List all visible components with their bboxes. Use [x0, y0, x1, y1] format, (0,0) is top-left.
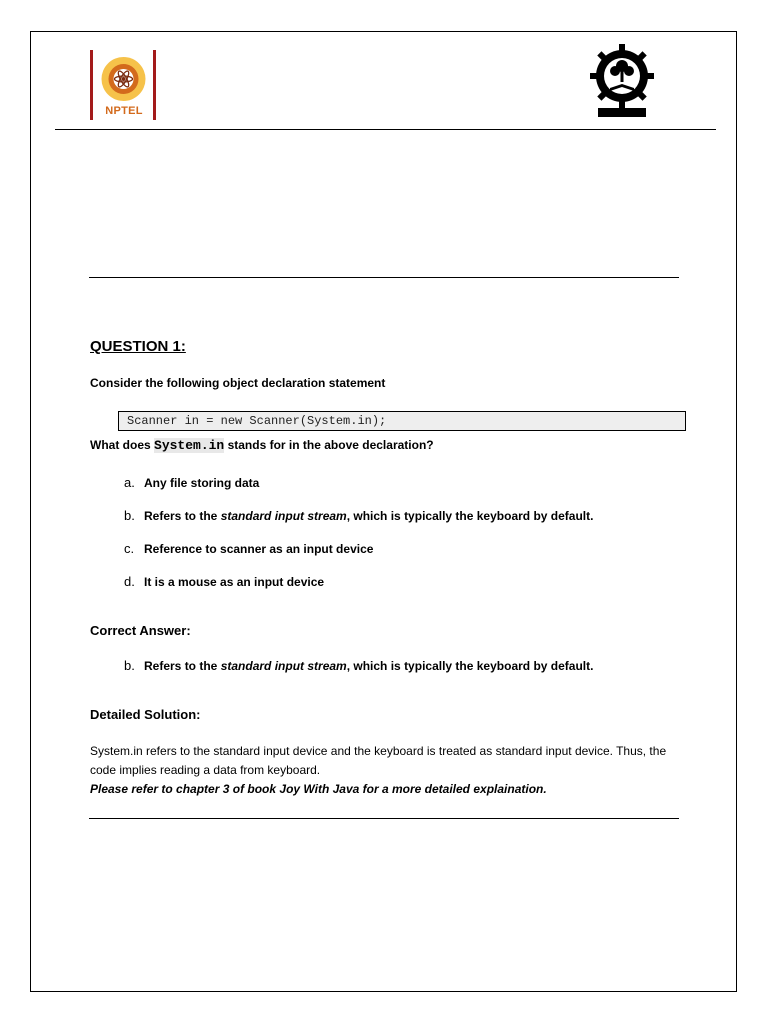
emblem-motto-banner — [598, 108, 646, 117]
option-text-emphasis: standard input stream — [220, 509, 347, 523]
option-a — [124, 475, 259, 490]
answer-text-before: Refers to the — [144, 659, 221, 673]
option-text-before: Refers to the — [144, 509, 221, 523]
prompt-text-after: stands for in the above declaration? — [224, 438, 434, 452]
nptel-logo-text: NPTEL — [105, 105, 143, 117]
option-letter: d. — [124, 574, 135, 589]
option-letter: a. — [124, 475, 135, 490]
option-b — [124, 508, 593, 523]
logo-bar-left — [90, 50, 93, 120]
option-letter: b. — [124, 508, 135, 523]
solution-text: System.in refers to the standard input device and the keyboard is treated as standard input device. Thus, the code implies reading a data from keyboard. — [90, 744, 667, 777]
answer-text-after: , which is typically the keyboard by default. — [346, 659, 594, 673]
correct-answer — [124, 658, 593, 673]
nptel-logo — [90, 50, 158, 122]
prompt-text-before: What does — [90, 438, 155, 452]
option-text: Reference to scanner as an input device — [144, 542, 374, 556]
option-text-after: , which is typically the keyboard by default. — [346, 509, 594, 523]
question-title: QUESTION 1: — [90, 338, 186, 355]
gear-emblem-icon — [590, 44, 654, 110]
nptel-emblem-icon — [96, 53, 151, 105]
solution-reference: Please refer to chapter 3 of book Joy With Java for a more detailed explaination. — [90, 782, 547, 796]
option-text: It is a mouse as an input device — [144, 575, 325, 589]
header-divider — [55, 129, 716, 130]
code-snippet: Scanner in = new Scanner(System.in); — [118, 411, 686, 431]
question-prompt — [90, 438, 434, 453]
answer-letter: b. — [124, 658, 135, 673]
option-text: Any file storing data — [144, 476, 260, 490]
section-divider-bottom — [89, 818, 679, 819]
section-divider-top — [89, 277, 679, 278]
prompt-code: System.in — [154, 438, 225, 453]
option-d — [124, 574, 324, 589]
solution-heading: Detailed Solution: — [90, 707, 201, 722]
iit-kharagpur-emblem — [590, 44, 654, 122]
option-letter: c. — [124, 541, 135, 556]
logo-bar-right — [153, 50, 156, 120]
correct-answer-heading: Correct Answer: — [90, 623, 191, 638]
solution-body — [90, 742, 690, 799]
question-intro: Consider the following object declaration statement — [90, 376, 386, 390]
option-c — [124, 541, 373, 556]
answer-text-emphasis: standard input stream — [220, 659, 347, 673]
